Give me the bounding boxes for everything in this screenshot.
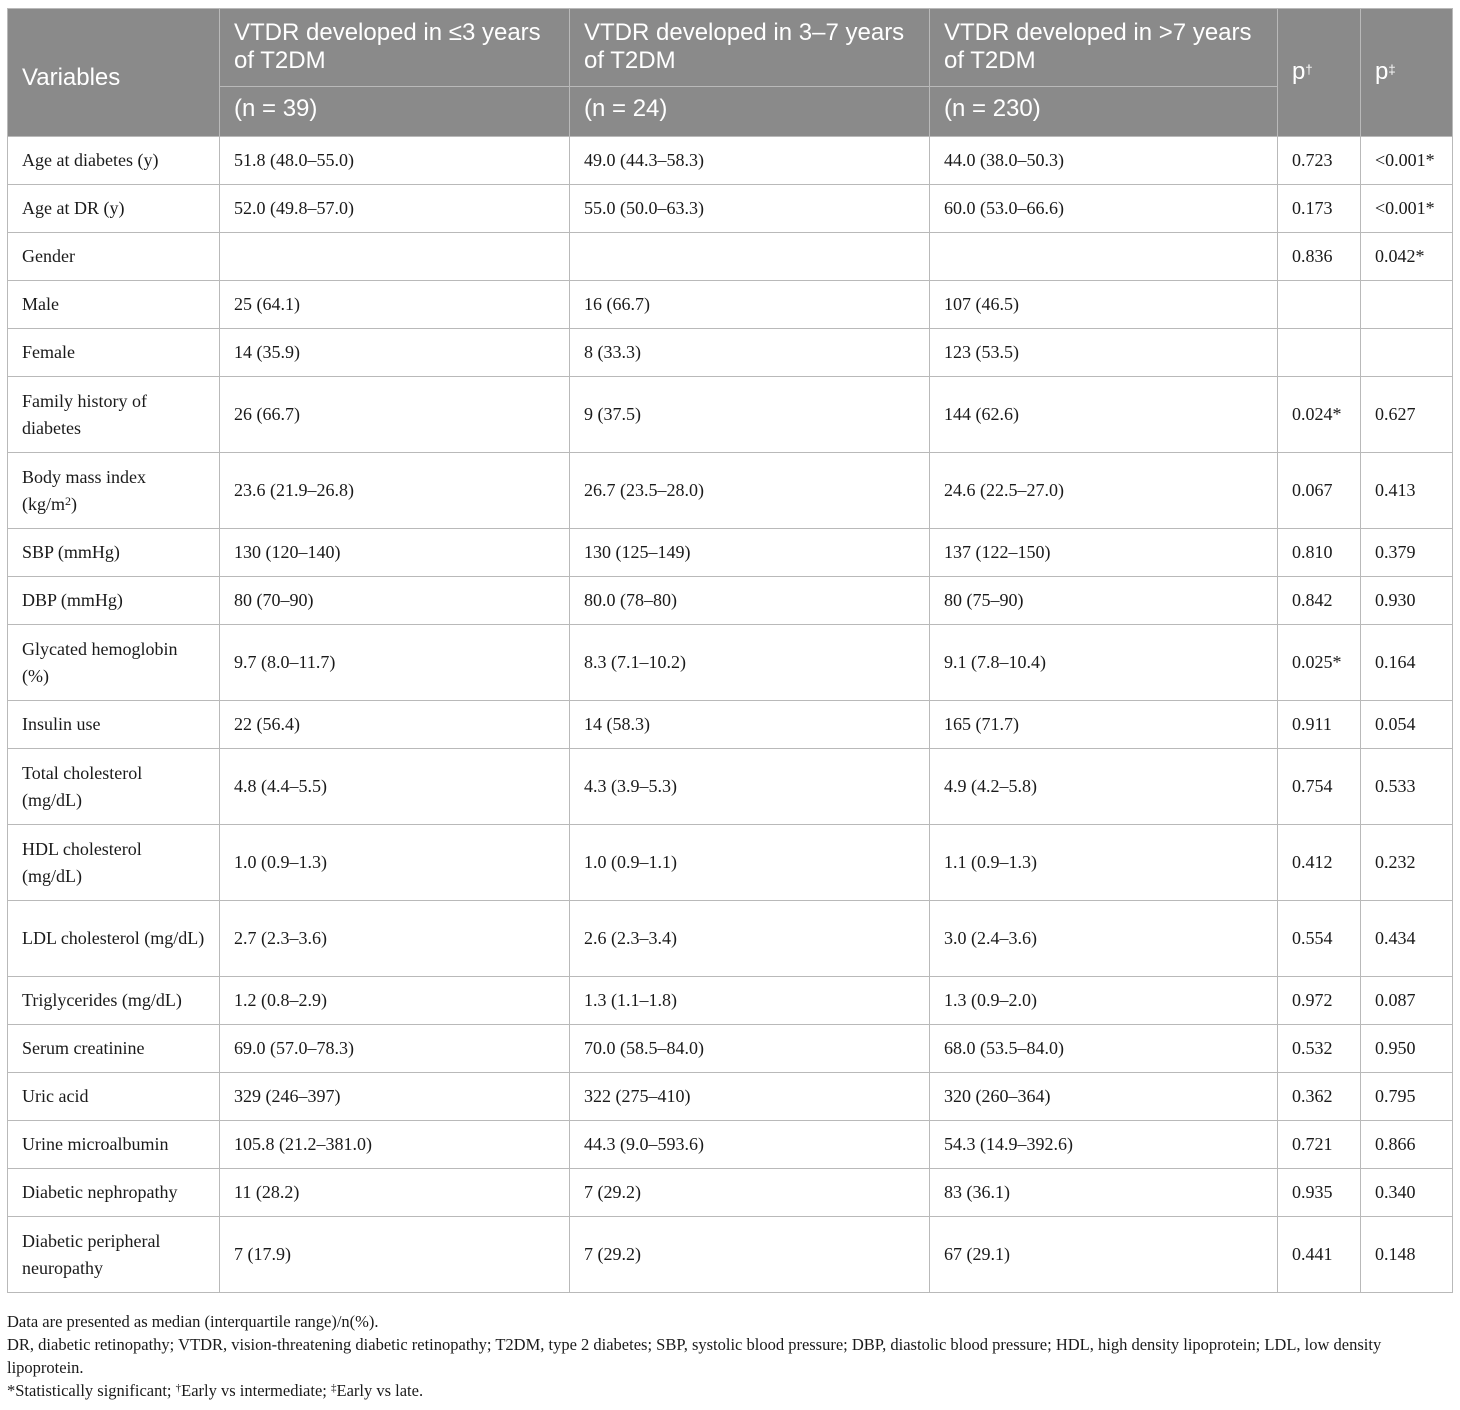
group2-value: 322 (275–410) [570, 1073, 930, 1121]
double-dagger-mark: ‡ [1388, 61, 1396, 77]
p-value-early-vs-late [1361, 281, 1453, 329]
group2-value: 14 (58.3) [570, 701, 930, 749]
bmi-label-end: ) [71, 493, 77, 514]
p-value-early-vs-intermediate: 0.810 [1278, 529, 1361, 577]
group3-value: 144 (62.6) [930, 377, 1278, 453]
p-value-early-vs-intermediate: 0.935 [1278, 1169, 1361, 1217]
group2-value: 49.0 (44.3–58.3) [570, 137, 930, 185]
p-value-early-vs-late: 0.950 [1361, 1025, 1453, 1073]
p-value-early-vs-late: 0.434 [1361, 901, 1453, 977]
group1-value: 329 (246–397) [220, 1073, 570, 1121]
header-p2-label: p [1375, 57, 1389, 85]
table-row [8, 749, 1453, 825]
group2-value: 44.3 (9.0–593.6) [570, 1121, 930, 1169]
p-value-early-vs-intermediate: 0.532 [1278, 1025, 1361, 1073]
group2-value: 7 (29.2) [570, 1169, 930, 1217]
group3-value: 60.0 (53.0–66.6) [930, 185, 1278, 233]
variable-name: DBP (mmHg) [8, 577, 220, 625]
group2-value: 55.0 (50.0–63.3) [570, 185, 930, 233]
variable-name: Serum creatinine [8, 1025, 220, 1073]
table-row [8, 453, 1453, 529]
table-row [8, 577, 1453, 625]
header-p-early-vs-late [1361, 9, 1453, 137]
p-value-early-vs-intermediate: 0.842 [1278, 577, 1361, 625]
bmi-label: Body mass index (kg/m [22, 466, 146, 514]
group3-value: 67 (29.1) [930, 1217, 1278, 1293]
group3-value: 1.3 (0.9–2.0) [930, 977, 1278, 1025]
group1-value: 25 (64.1) [220, 281, 570, 329]
variable-name: Gender [8, 233, 220, 281]
table-row [8, 1217, 1453, 1293]
group1-value: 1.2 (0.8–2.9) [220, 977, 570, 1025]
group2-value: 16 (66.7) [570, 281, 930, 329]
group3-value: 24.6 (22.5–27.0) [930, 453, 1278, 529]
p-value-early-vs-late: 0.533 [1361, 749, 1453, 825]
header-group3-n: (n = 230) [930, 87, 1278, 137]
footnote-data-presentation: Data are presented as median (interquartile range)/n(%). [7, 1312, 379, 1331]
group1-value: 69.0 (57.0–78.3) [220, 1025, 570, 1073]
p-value-early-vs-intermediate: 0.723 [1278, 137, 1361, 185]
p-value-early-vs-late: 0.413 [1361, 453, 1453, 529]
variable-name: Age at DR (y) [8, 185, 220, 233]
group3-value: 165 (71.7) [930, 701, 1278, 749]
p-value-early-vs-late [1361, 329, 1453, 377]
table-footnotes [7, 1310, 1452, 1402]
variable-name: Age at diabetes (y) [8, 137, 220, 185]
header-variables: Variables [8, 9, 220, 137]
table-row [8, 825, 1453, 901]
footnote-abbreviations: DR, diabetic retinopathy; VTDR, vision-threatening diabetic retinopathy; T2DM, type 2 diabetes; SBP, systolic blood pressure; DBP, diastolic blood pressure; HDL, high density lipoprotein; LDL, low density lipoprotein. [7, 1335, 1382, 1377]
variable-name: Triglycerides (mg/dL) [8, 977, 220, 1025]
group1-value: 9.7 (8.0–11.7) [220, 625, 570, 701]
variable-name: Glycated hemoglobin (%) [8, 625, 220, 701]
p-value-early-vs-intermediate: 0.412 [1278, 825, 1361, 901]
table-row [8, 701, 1453, 749]
group1-value: 51.8 (48.0–55.0) [220, 137, 570, 185]
group2-value: 2.6 (2.3–3.4) [570, 901, 930, 977]
p-value-early-vs-intermediate: 0.024* [1278, 377, 1361, 453]
table-row [8, 625, 1453, 701]
bmi-superscript: 2 [65, 493, 71, 508]
group3-value: 68.0 (53.5–84.0) [930, 1025, 1278, 1073]
group2-value: 130 (125–149) [570, 529, 930, 577]
table-row [8, 185, 1453, 233]
footnote-early-vs-late: Early vs late. [336, 1381, 424, 1400]
header-group1-title: VTDR developed in ≤3 years of T2DM [220, 9, 570, 87]
table-row [8, 1169, 1453, 1217]
group2-value: 8 (33.3) [570, 329, 930, 377]
table-row [8, 1121, 1453, 1169]
footnote-significance: *Statistically significant; [7, 1381, 176, 1400]
p-value-early-vs-intermediate: 0.911 [1278, 701, 1361, 749]
variable-name: LDL cholesterol (mg/dL) [8, 901, 220, 977]
variable-name: Diabetic peripheral neuropathy [8, 1217, 220, 1293]
p-value-early-vs-late: <0.001* [1361, 137, 1453, 185]
group1-value: 22 (56.4) [220, 701, 570, 749]
table-row [8, 1025, 1453, 1073]
p-value-early-vs-intermediate: 0.554 [1278, 901, 1361, 977]
p-value-early-vs-intermediate [1278, 329, 1361, 377]
table-row [8, 1073, 1453, 1121]
p-value-early-vs-late: 0.087 [1361, 977, 1453, 1025]
group2-value: 26.7 (23.5–28.0) [570, 453, 930, 529]
group3-value: 83 (36.1) [930, 1169, 1278, 1217]
group2-value: 8.3 (7.1–10.2) [570, 625, 930, 701]
p-value-early-vs-late: 0.379 [1361, 529, 1453, 577]
table-row [8, 377, 1453, 453]
header-group2-n: (n = 24) [570, 87, 930, 137]
table-row [8, 281, 1453, 329]
footnote-double-dagger: ‡ [330, 1382, 337, 1394]
p-value-early-vs-intermediate: 0.754 [1278, 749, 1361, 825]
p-value-early-vs-intermediate: 0.173 [1278, 185, 1361, 233]
p-value-early-vs-intermediate [1278, 281, 1361, 329]
group1-value: 4.8 (4.4–5.5) [220, 749, 570, 825]
p-value-early-vs-late: 0.340 [1361, 1169, 1453, 1217]
group3-value: 320 (260–364) [930, 1073, 1278, 1121]
p-value-early-vs-late: <0.001* [1361, 185, 1453, 233]
variable-name: SBP (mmHg) [8, 529, 220, 577]
header-group2-title: VTDR developed in 3–7 years of T2DM [570, 9, 930, 87]
p-value-early-vs-intermediate: 0.025* [1278, 625, 1361, 701]
header-p1-label: p [1292, 57, 1306, 85]
group2-value [570, 233, 930, 281]
variable-name: Total cholesterol (mg/dL) [8, 749, 220, 825]
group1-value: 130 (120–140) [220, 529, 570, 577]
variable-name: Uric acid [8, 1073, 220, 1121]
footnote-dagger: † [175, 1382, 182, 1394]
group3-value: 107 (46.5) [930, 281, 1278, 329]
p-value-early-vs-intermediate: 0.972 [1278, 977, 1361, 1025]
variable-name: Family history of diabetes [8, 377, 220, 453]
variable-name [8, 453, 220, 529]
group3-value: 123 (53.5) [930, 329, 1278, 377]
group2-value: 9 (37.5) [570, 377, 930, 453]
p-value-early-vs-late: 0.148 [1361, 1217, 1453, 1293]
p-value-early-vs-late: 0.930 [1361, 577, 1453, 625]
p-value-early-vs-late: 0.054 [1361, 701, 1453, 749]
header-p-early-vs-intermediate [1278, 9, 1361, 137]
group1-value: 23.6 (21.9–26.8) [220, 453, 570, 529]
group1-value: 26 (66.7) [220, 377, 570, 453]
p-value-early-vs-late: 0.866 [1361, 1121, 1453, 1169]
baseline-characteristics-table [7, 8, 1453, 1293]
group1-value [220, 233, 570, 281]
group1-value: 105.8 (21.2–381.0) [220, 1121, 570, 1169]
group3-value: 44.0 (38.0–50.3) [930, 137, 1278, 185]
variable-name: HDL cholesterol (mg/dL) [8, 825, 220, 901]
variable-name: Urine microalbumin [8, 1121, 220, 1169]
variable-name: Female [8, 329, 220, 377]
group3-value: 4.9 (4.2–5.8) [930, 749, 1278, 825]
group1-value: 7 (17.9) [220, 1217, 570, 1293]
variable-name: Diabetic nephropathy [8, 1169, 220, 1217]
group2-value: 70.0 (58.5–84.0) [570, 1025, 930, 1073]
group1-value: 52.0 (49.8–57.0) [220, 185, 570, 233]
footnote-symbols [7, 1379, 1452, 1402]
footnote-early-vs-intermediate: Early vs intermediate; [181, 1381, 331, 1400]
p-value-early-vs-late: 0.627 [1361, 377, 1453, 453]
group3-value: 80 (75–90) [930, 577, 1278, 625]
group2-value: 80.0 (78–80) [570, 577, 930, 625]
header-group1-n: (n = 39) [220, 87, 570, 137]
group2-value: 1.0 (0.9–1.1) [570, 825, 930, 901]
p-value-early-vs-intermediate: 0.721 [1278, 1121, 1361, 1169]
group2-value: 7 (29.2) [570, 1217, 930, 1293]
table-row [8, 137, 1453, 185]
group3-value: 9.1 (7.8–10.4) [930, 625, 1278, 701]
table-row [8, 901, 1453, 977]
group1-value: 14 (35.9) [220, 329, 570, 377]
group3-value: 137 (122–150) [930, 529, 1278, 577]
dagger-mark: † [1305, 61, 1313, 77]
p-value-early-vs-intermediate: 0.067 [1278, 453, 1361, 529]
group2-value: 1.3 (1.1–1.8) [570, 977, 930, 1025]
group3-value [930, 233, 1278, 281]
p-value-early-vs-intermediate: 0.836 [1278, 233, 1361, 281]
group1-value: 2.7 (2.3–3.6) [220, 901, 570, 977]
p-value-early-vs-intermediate: 0.362 [1278, 1073, 1361, 1121]
p-value-early-vs-late: 0.795 [1361, 1073, 1453, 1121]
table-row [8, 529, 1453, 577]
p-value-early-vs-intermediate: 0.441 [1278, 1217, 1361, 1293]
p-value-early-vs-late: 0.232 [1361, 825, 1453, 901]
group1-value: 1.0 (0.9–1.3) [220, 825, 570, 901]
group1-value: 80 (70–90) [220, 577, 570, 625]
group3-value: 54.3 (14.9–392.6) [930, 1121, 1278, 1169]
group1-value: 11 (28.2) [220, 1169, 570, 1217]
table-row [8, 233, 1453, 281]
group2-value: 4.3 (3.9–5.3) [570, 749, 930, 825]
p-value-early-vs-late: 0.164 [1361, 625, 1453, 701]
table-row [8, 977, 1453, 1025]
variable-name: Male [8, 281, 220, 329]
header-group3-title: VTDR developed in >7 years of T2DM [930, 9, 1278, 87]
table-row [8, 329, 1453, 377]
p-value-early-vs-late: 0.042* [1361, 233, 1453, 281]
variable-name: Insulin use [8, 701, 220, 749]
group3-value: 3.0 (2.4–3.6) [930, 901, 1278, 977]
group3-value: 1.1 (0.9–1.3) [930, 825, 1278, 901]
